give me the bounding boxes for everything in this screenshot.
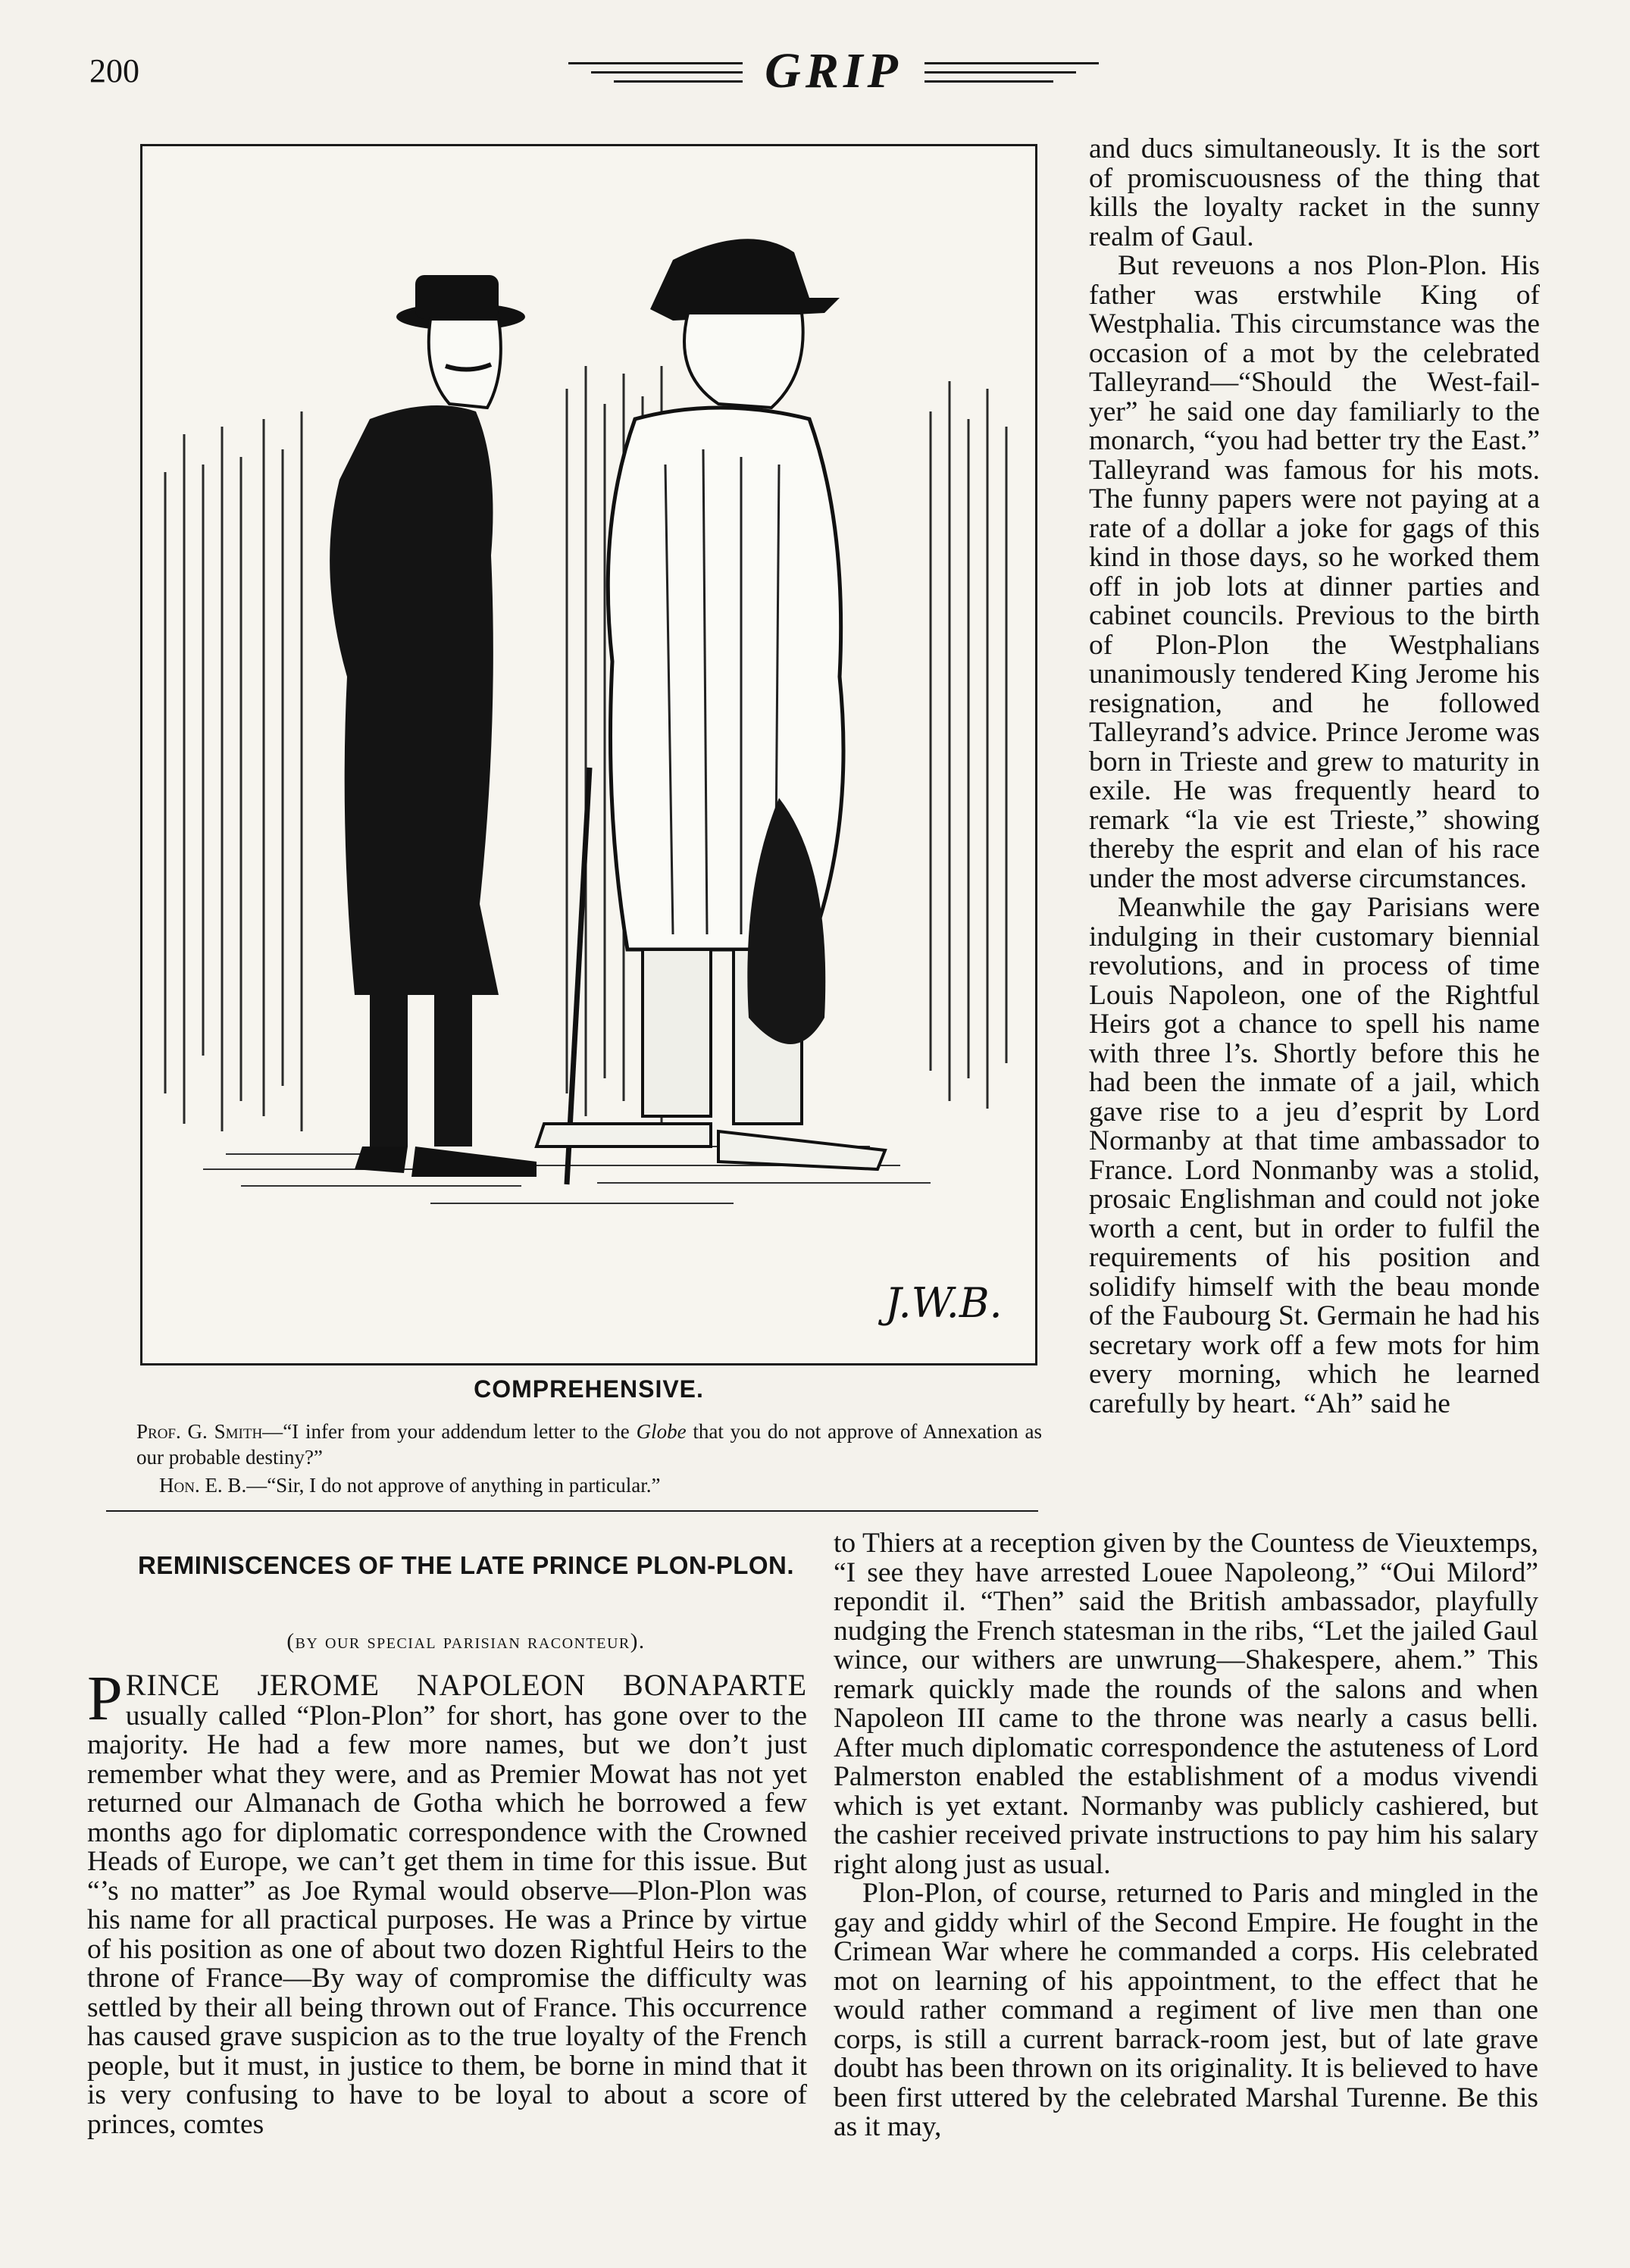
masthead-title: GRIP [765,43,903,99]
caption-prof-text: “I infer from your addendum letter to the [283,1420,637,1443]
drop-cap: P [87,1663,123,1734]
caption-hon-speaker: Hon. E. B.— [159,1474,267,1497]
paragraph-parisians: Meanwhile the gay Parisians were indulging in their customary biennial revolutions, and in process of time Louis Napoleon, one of the Rightful Heirs got a chance to spell his name with three l’s. Shortly before this he had been the inmate of a jail, which gave rise to a jeu d’esprit by Lord Normanby at that time ambassador to France. Lord Nonmanby was a stolid, prosaic Englishman and could not joke worth a cent, but in order to fulfil the requirements of his position and solidify himself with the beau monde of the Faubourg St. Germain he had his secretary work off a few mots for him every morning, which he learned carefully by heart. “Ah” said he [1089,892,1540,1419]
article-right-column [1089,135,1540,1419]
paragraph-plon-plon-father: But reveuons a nos Plon-Plon. His father was erstwhile King of Westphalia. This circumstance was the occasion of a mot by the celebrated Talleyrand—“Should the West-fail-yer” he said one day familiarly to the monarch, “you had better try the East.” Talleyrand was famous for his mots. The funny papers were not paying at a rate of a dollar a joke for gags of this kind in those days, so he worked them off in job lots at dinner parties and cabinet councils. Previous to the birth of Plon-Plon the Westphalians unanimously tendered King Jerome his resignation, and he followed Talleyrand’s advice. Prince Jerome was born in Trieste and grew to maturity in exile. He was frequently heard to remark “la vie est Trieste,” showing thereby the esprit and elan of his race under the most adverse circumstances. [1089,250,1540,894]
caption-prof-speaker: Prof. G. Smith— [136,1420,283,1443]
article-byline: (by our special parisian raconteur). [286,1629,646,1653]
article-first-words: RINCE JEROME NAPOLEON BONAPARTE [125,1668,807,1702]
cartoon-caption-title: COMPREHENSIVE. [474,1375,704,1403]
thin-man-figure [330,275,537,1177]
paragraph-ducs: and ducs simultaneously. It is the sort of promiscuousness of the thing that kills the loyalty racket in the sunny realm of Gaul. [1089,133,1540,252]
paragraph-thiers: to Thiers at a reception given by the Countess de Vieuxtemps, “I see they have arrested Louee Napoleong,” “Oui Milord” repondit il. “Then” said the British ambassador, playfully nudging the French statesman in the ribs, “Let the jailed Gaul wince, our withers are unwrung—Shakespere, ahem.” This remark quickly made the rounds of the salons and when Napoleon III came to the throne was nearly a casus belli. After much diplomatic correspondence the astuteness of Lord Palmerston enabled the establishment of a modus vivendi which is yet extant. Normanby was publicly cashiered, but the cashier received private instructions to pay him his salary right along just as usual. [834,1528,1538,1880]
caption-hon-text: “Sir, I do not approve of anything in particular.” [267,1474,661,1497]
stout-man-figure [537,239,885,1184]
caption-prof-smith [136,1419,1042,1470]
hatching-background [165,366,1006,1131]
paragraph-crimean-war: Plon-Plon, of course, returned to Paris and mingled in the gay and giddy whirl of the Second Empire. He fought in the Crimean War where he commanded a corps. His celebrated mot on learning of his appointment, to the effect that he would rather command a regiment of live men than one corps, is still a current barrack-room jest, but of late grave doubt has been thrown on its originality. It is believed to have been first uttered by the celebrated Marshal Turenne. Be this as it may, [834,1878,1538,2142]
artist-signature: J.W.B. [885,1279,1003,1327]
cartoon-illustration [140,144,1037,1365]
article-bottom-right-column [834,1529,1538,2142]
caption-prof-italic: Globe [636,1420,687,1443]
article-title: REMINISCENCES OF THE LATE PRINCE PLON-PLON. [137,1551,795,1579]
section-divider [106,1510,1038,1512]
article-left-column [87,1663,807,2140]
masthead [561,39,1106,108]
article-left-text: usually called “Plon-Plon” for short, has gone over to the majority. He had a few more names, but we don’t just remember what they were, and as Premier Mowat has not yet returned our Almanach de Gotha which he borrowed a few months ago for diplomatic correspondence with the Crowned Heads of Europe, we can’t get them in time for this issue. But “’s no matter” as Joe Rymal would observe—Plon-Plon was his name for all practical purposes. He was a Prince by virtue of his position as one of about two dozen Rightful Heirs to the throne of France—By way of compromise the difficulty was settled by their all being thrown out of France. This occurrence has caused grave suspicion as to the true loyalty of the French people, but it must, in justice to them, be borne in mind that it is very confusing to have to be loyal to about a score of princes, comtes [87,1700,807,2140]
page-number: 200 [89,52,139,89]
caption-hon-eb [159,1472,1038,1498]
caption-prof-text-end: that you do not approve of Annexation as our probable destiny?” [136,1420,1042,1469]
